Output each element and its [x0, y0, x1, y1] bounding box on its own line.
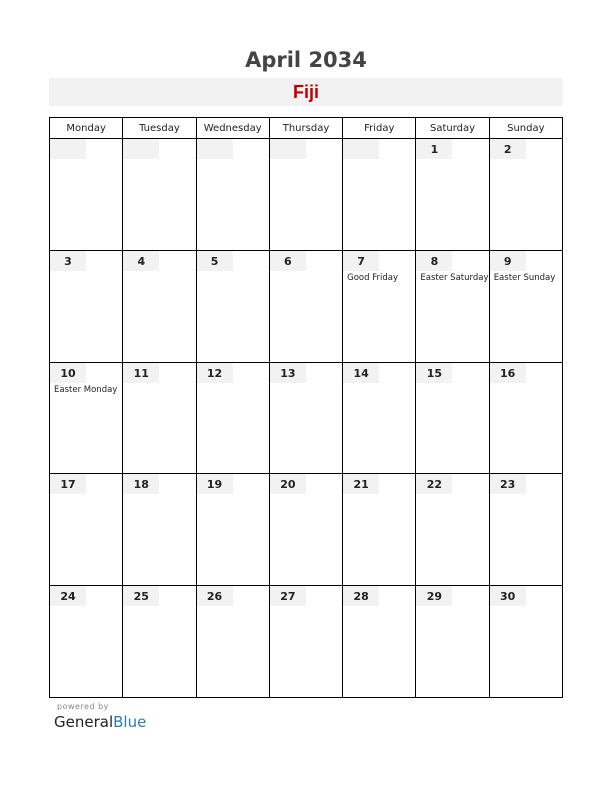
day-cell	[269, 474, 342, 586]
country-name: Fiji	[293, 82, 319, 102]
day-cell	[416, 250, 489, 362]
day-cell	[269, 362, 342, 474]
week-row	[50, 586, 563, 698]
day-cell	[50, 362, 123, 474]
day-number: 18	[123, 474, 159, 494]
day-number: 7	[343, 251, 379, 271]
day-cell	[489, 250, 562, 362]
day-cell	[343, 250, 416, 362]
holiday-label: Easter Monday	[54, 384, 118, 395]
weekday-header: Wednesday	[196, 118, 269, 139]
day-number: 24	[50, 586, 86, 606]
calendar-grid	[49, 117, 563, 698]
day-cell	[123, 250, 196, 362]
brand-blue: Blue	[113, 713, 147, 731]
day-number: 16	[490, 363, 526, 383]
day-cell	[489, 474, 562, 586]
day-cell	[123, 474, 196, 586]
day-cell	[123, 586, 196, 698]
day-number: 21	[343, 474, 379, 494]
week-row	[50, 362, 563, 474]
day-cell	[50, 250, 123, 362]
weekday-header: Tuesday	[123, 118, 196, 139]
day-number: 23	[490, 474, 526, 494]
day-cell	[269, 139, 342, 251]
brand-logo[interactable]	[54, 713, 146, 731]
day-cell	[123, 139, 196, 251]
day-number: 4	[123, 251, 159, 271]
week-row	[50, 250, 563, 362]
weekday-header: Friday	[343, 118, 416, 139]
day-cell	[196, 250, 269, 362]
day-number: 11	[123, 363, 159, 383]
day-number: 25	[123, 586, 159, 606]
weekday-header: Thursday	[269, 118, 342, 139]
empty-day-marker	[270, 139, 306, 159]
day-number: 5	[197, 251, 233, 271]
day-cell	[50, 586, 123, 698]
week-row	[50, 139, 563, 251]
day-cell	[196, 362, 269, 474]
day-cell	[489, 362, 562, 474]
day-number: 12	[197, 363, 233, 383]
day-cell	[196, 139, 269, 251]
day-cell	[489, 586, 562, 698]
day-cell	[196, 474, 269, 586]
day-cell	[343, 362, 416, 474]
day-cell	[50, 474, 123, 586]
day-cell	[343, 474, 416, 586]
day-number: 29	[416, 586, 452, 606]
day-cell	[416, 139, 489, 251]
day-number: 30	[490, 586, 526, 606]
weekday-header: Saturday	[416, 118, 489, 139]
day-number: 2	[490, 139, 526, 159]
day-number: 6	[270, 251, 306, 271]
day-number: 27	[270, 586, 306, 606]
day-cell	[50, 139, 123, 251]
day-cell	[196, 586, 269, 698]
day-number: 26	[197, 586, 233, 606]
day-number: 9	[490, 251, 526, 271]
day-cell	[416, 362, 489, 474]
holiday-label: Good Friday	[347, 272, 398, 283]
brand-general: General	[54, 713, 114, 731]
day-cell	[343, 139, 416, 251]
day-number: 28	[343, 586, 379, 606]
day-number: 17	[50, 474, 86, 494]
weekday-header: Sunday	[489, 118, 562, 139]
day-number: 20	[270, 474, 306, 494]
day-number: 8	[416, 251, 452, 271]
powered-by-text: powered by	[57, 702, 109, 711]
page-title: April 2034	[245, 48, 367, 72]
empty-day-marker	[50, 139, 86, 159]
holiday-label: Easter Saturday	[420, 272, 489, 283]
weekday-header: Monday	[50, 118, 123, 139]
day-cell	[123, 362, 196, 474]
day-number: 10	[50, 363, 86, 383]
empty-day-marker	[197, 139, 233, 159]
day-cell	[269, 250, 342, 362]
day-number: 19	[197, 474, 233, 494]
day-number: 3	[50, 251, 86, 271]
day-number: 1	[416, 139, 452, 159]
day-cell	[416, 586, 489, 698]
empty-day-marker	[123, 139, 159, 159]
holiday-label: Easter Sunday	[493, 272, 556, 283]
country-banner	[49, 78, 563, 106]
day-cell	[416, 474, 489, 586]
day-number: 22	[416, 474, 452, 494]
day-number: 15	[416, 363, 452, 383]
day-number: 14	[343, 363, 379, 383]
weekday-header-row	[50, 118, 563, 139]
day-cell	[489, 139, 562, 251]
day-cell	[269, 586, 342, 698]
empty-day-marker	[343, 139, 379, 159]
day-number: 13	[270, 363, 306, 383]
week-row	[50, 474, 563, 586]
day-cell	[343, 586, 416, 698]
